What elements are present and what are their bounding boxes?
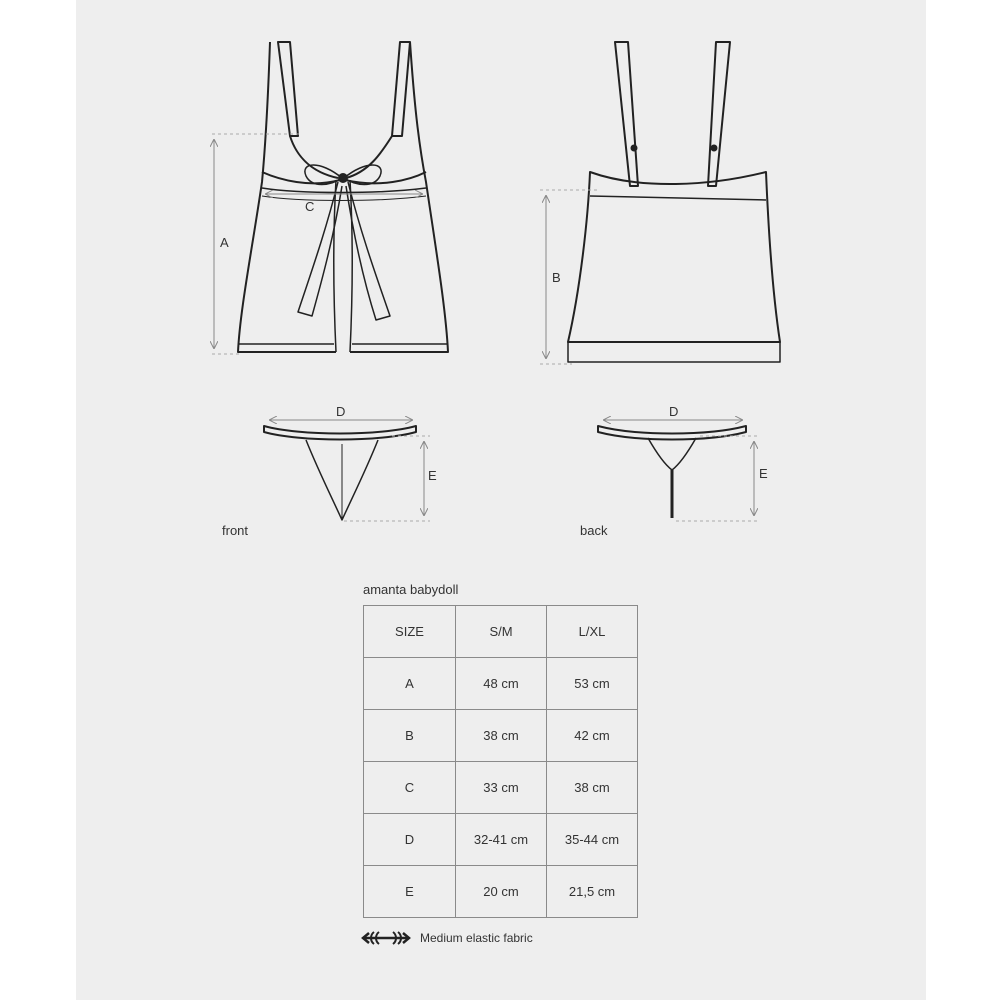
size-table <box>363 605 638 918</box>
front-view-label: front <box>222 523 249 538</box>
table-row <box>364 814 638 866</box>
table-header-row <box>364 606 638 658</box>
dimension-label-a: A <box>220 235 229 250</box>
babydoll-back-drawing <box>568 42 780 362</box>
table-cell: 35-44 cm <box>547 814 638 866</box>
table-cell: B <box>364 710 456 762</box>
table-cell: 38 cm <box>456 710 547 762</box>
fabric-label: Medium elastic fabric <box>420 931 533 945</box>
dimension-label-d-back: D <box>669 404 679 419</box>
table-cell: 20 cm <box>456 866 547 918</box>
dimension-e-front-guide <box>344 436 430 521</box>
table-cell: 38 cm <box>547 762 638 814</box>
dimension-label-e-back: E <box>759 466 768 481</box>
dimension-label-b: B <box>552 270 561 285</box>
table-cell: C <box>364 762 456 814</box>
table-cell: A <box>364 658 456 710</box>
table-cell: 42 cm <box>547 710 638 762</box>
back-view-label: back <box>580 523 608 538</box>
table-row <box>364 866 638 918</box>
table-header-cell: S/M <box>456 606 547 658</box>
dimension-b-guide <box>540 190 600 364</box>
product-name: amanta babydoll <box>363 582 459 597</box>
table-header-cell: L/XL <box>547 606 638 658</box>
table-cell: 33 cm <box>456 762 547 814</box>
table-cell: D <box>364 814 456 866</box>
thong-back-drawing <box>598 426 746 518</box>
table-cell: 48 cm <box>456 658 547 710</box>
table-row <box>364 710 638 762</box>
babydoll-front-drawing <box>238 42 448 352</box>
dimension-label-e-front: E <box>428 468 437 483</box>
table-cell: 53 cm <box>547 658 638 710</box>
fabric-note <box>360 928 533 948</box>
thong-front-drawing <box>264 426 416 520</box>
table-header-cell: SIZE <box>364 606 456 658</box>
table-row <box>364 762 638 814</box>
stretch-arrow-icon <box>360 930 412 946</box>
table-row <box>364 658 638 710</box>
table-cell: E <box>364 866 456 918</box>
dimension-e-back-guide <box>676 436 760 521</box>
dimension-label-d-front: D <box>336 404 346 419</box>
table-cell: 21,5 cm <box>547 866 638 918</box>
table-cell: 32-41 cm <box>456 814 547 866</box>
dimension-label-c: C <box>305 199 315 214</box>
